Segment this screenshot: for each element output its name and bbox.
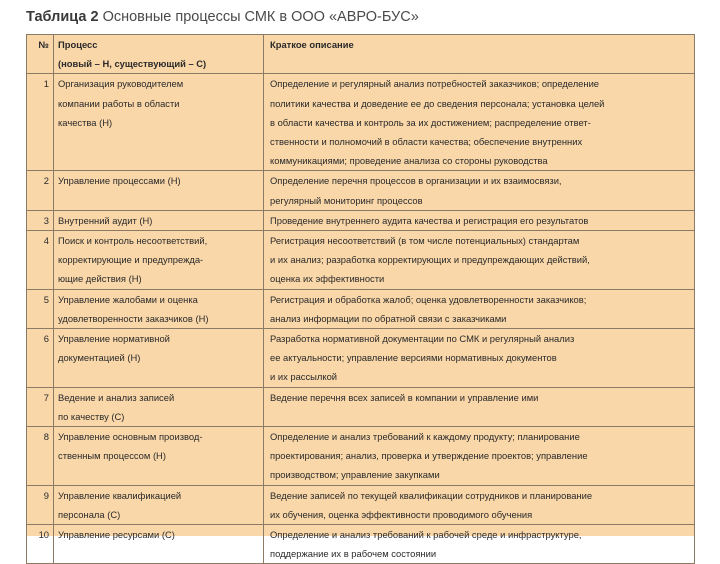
processes-table-container <box>26 34 694 560</box>
process-line: Управление ресурсами (С) <box>58 529 175 541</box>
description-line: ственности и полномочий в области качества; обеспечение внутренних <box>270 136 583 148</box>
processes-table <box>26 34 695 564</box>
process-cell <box>54 329 264 388</box>
process-cell <box>54 210 264 230</box>
header-description: Краткое описание <box>264 35 695 74</box>
process-line: документацией (Н) <box>58 352 141 364</box>
process-line: Управление процессами (Н) <box>58 175 181 187</box>
row-number: 7 <box>27 387 54 426</box>
table-row <box>27 329 695 388</box>
description-line: политики качества и доведение ее до сведения персонала; установка целей <box>270 97 605 109</box>
table-header-row <box>27 35 695 74</box>
table-row <box>27 387 695 426</box>
description-line: Определение и регулярный анализ потребностей заказчиков; определение <box>270 78 600 90</box>
table-caption-label: Таблица 2 <box>26 9 99 25</box>
process-line: ственным процессом (Н) <box>58 450 166 462</box>
process-line: Управление квалификацией <box>58 489 182 501</box>
description-line: Регистрация несоответствий (в том числе потенциальных) стандартам <box>270 235 580 247</box>
header-process-legend: (новый – Н, существующий – С) <box>58 58 207 70</box>
row-number: 9 <box>27 485 54 524</box>
description-line: и их анализ; разработка корректирующих и предупреждающих действий, <box>270 254 590 266</box>
process-line: Поиск и контроль несоответствий, <box>58 235 208 247</box>
description-line: Разработка нормативной документации по СМК и регулярный анализ <box>270 333 575 345</box>
row-number: 1 <box>27 74 54 171</box>
table-row <box>27 74 695 171</box>
description-cell <box>264 427 695 486</box>
table-row <box>27 485 695 524</box>
process-line: качества (Н) <box>58 116 113 128</box>
description-line: анализ информации по обратной связи с заказчиками <box>270 312 507 324</box>
description-cell <box>264 525 695 564</box>
description-line: производством; управление закупками <box>270 469 440 481</box>
process-cell <box>54 171 264 210</box>
table-row <box>27 231 695 290</box>
process-cell <box>54 289 264 328</box>
description-line: в области качества и контроль за их достижением; распределение ответ- <box>270 116 591 128</box>
description-line: Регистрация и обработка жалоб; оценка удовлетворенности заказчиков; <box>270 293 587 305</box>
description-cell <box>264 329 695 388</box>
process-line: Управление нормативной <box>58 333 170 345</box>
description-line: оценка их эффективности <box>270 273 385 285</box>
description-line: и их рассылкой <box>270 371 338 383</box>
row-number: 2 <box>27 171 54 210</box>
description-line: коммуникациями; проведение анализа со стороны руководства <box>270 155 548 167</box>
description-cell <box>264 485 695 524</box>
row-number: 5 <box>27 289 54 328</box>
row-number: 8 <box>27 427 54 486</box>
description-line: регулярный мониторинг процессов <box>270 194 423 206</box>
process-line: Внутренний аудит (Н) <box>58 214 153 226</box>
row-number: 10 <box>27 525 54 564</box>
table-row <box>27 427 695 486</box>
table-row <box>27 171 695 210</box>
row-number: 4 <box>27 231 54 290</box>
description-cell <box>264 171 695 210</box>
description-cell <box>264 74 695 171</box>
table-body <box>27 74 695 564</box>
description-line: Ведение записей по текущей квалификации сотрудников и планирование <box>270 489 593 501</box>
process-line: Ведение и анализ записей <box>58 391 175 403</box>
process-line: ющие действия (Н) <box>58 273 142 285</box>
description-line: ее актуальности; управление версиями нормативных документов <box>270 352 557 364</box>
table-row <box>27 210 695 230</box>
process-line: Организация руководителем <box>58 78 184 90</box>
description-line: Проведение внутреннего аудита качества и регистрация его результатов <box>270 214 589 226</box>
process-cell <box>54 231 264 290</box>
process-line: персонала (С) <box>58 508 121 520</box>
description-line: Определение перечня процессов в организации и их взаимосвязи, <box>270 175 562 187</box>
process-cell <box>54 485 264 524</box>
process-cell <box>54 427 264 486</box>
description-line: проектирования; анализ, проверка и утверждение проектов; управление <box>270 450 588 462</box>
description-cell <box>264 387 695 426</box>
table-row <box>27 525 695 564</box>
process-line: компании работы в области <box>58 97 180 109</box>
process-cell <box>54 387 264 426</box>
row-number: 3 <box>27 210 54 230</box>
process-cell <box>54 74 264 171</box>
header-number: № <box>27 35 54 74</box>
process-line: Управление основным производ- <box>58 431 203 443</box>
header-process-line: Процесс <box>58 39 98 50</box>
table-caption-text: Основные процессы СМК в ООО «АВРО-БУС» <box>102 9 419 25</box>
row-number: 6 <box>27 329 54 388</box>
description-cell <box>264 210 695 230</box>
process-line: по качеству (С) <box>58 410 125 422</box>
description-line: их обучения, оценка эффективности проводимого обучения <box>270 508 533 520</box>
description-line: Определение и анализ требований к каждому продукту; планирование <box>270 431 580 443</box>
description-cell <box>264 231 695 290</box>
table-caption <box>26 9 419 25</box>
header-process <box>54 35 264 74</box>
description-line: Ведение перечня всех записей в компании и управление ими <box>270 391 539 403</box>
table-row <box>27 289 695 328</box>
description-line: Определение и анализ требований к рабочей среде и инфраструктуре, <box>270 529 582 541</box>
description-line: поддержание их в рабочем состоянии <box>270 548 437 560</box>
description-cell <box>264 289 695 328</box>
process-line: корректирующие и предупрежда- <box>58 254 204 266</box>
process-line: Управление жалобами и оценка <box>58 293 198 305</box>
process-line: удовлетворенности заказчиков (Н) <box>58 312 209 324</box>
process-cell <box>54 525 264 564</box>
